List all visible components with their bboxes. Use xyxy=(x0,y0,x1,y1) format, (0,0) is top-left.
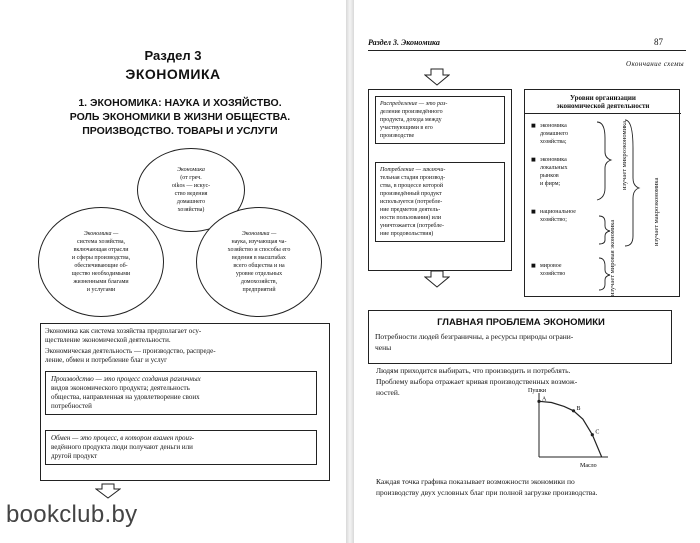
para-line: производству двух условных благ при полной загрузке производства. xyxy=(376,488,598,497)
right-page xyxy=(354,0,700,543)
circle-line: система хозяйства, xyxy=(76,239,126,245)
box-line: тельная стадия производ- xyxy=(380,175,446,181)
paragraph-choice: Людям приходится выбирать, что производить и потреблять. xyxy=(376,366,571,375)
bullet-icon: ■ xyxy=(531,261,536,270)
watermark-logo: bookclub.by xyxy=(6,501,138,528)
para-line: ностей. xyxy=(376,388,400,397)
level-line: экономика xyxy=(540,123,567,129)
box-line: ности пользования) или xyxy=(380,215,442,221)
circle-line: ство ведения xyxy=(174,191,208,197)
ppf-point-label: B xyxy=(576,405,581,412)
level-world xyxy=(531,262,597,278)
circle-line: Экономика — xyxy=(241,231,277,237)
box-line: используется (потребле- xyxy=(380,199,443,205)
circle-line: включающая отрасли xyxy=(73,247,129,253)
main-problem-block xyxy=(368,310,672,364)
world-label: изучает мировая экономика xyxy=(609,219,616,296)
level-line: и фирм; xyxy=(540,181,561,187)
ppf-point-a xyxy=(537,400,540,403)
level-line: домашнего xyxy=(540,131,569,137)
problem-text xyxy=(375,331,669,353)
scheme-end-label: Окончание схемы xyxy=(626,60,684,68)
ppf-point-label: A xyxy=(542,396,547,403)
box-line: ние продовольствия) xyxy=(380,231,434,237)
consumption-box xyxy=(375,162,505,242)
down-arrow-icon xyxy=(95,483,121,499)
levels-title-line: Уровни организации xyxy=(570,94,636,102)
levels-title xyxy=(525,94,681,110)
block-activity xyxy=(45,347,323,365)
circle-line: предприятий xyxy=(242,287,276,293)
box-line: потребностей xyxy=(51,402,92,410)
macro-label: изучает макроэкономика xyxy=(653,177,660,246)
running-head: Раздел 3. Экономика xyxy=(368,38,440,47)
box-line: участвующими в его xyxy=(380,125,433,131)
exchange-box xyxy=(45,430,317,465)
circle-line: Экономика — xyxy=(83,231,119,237)
block-intro xyxy=(45,327,323,345)
circle-line: наука, изучающая ча- xyxy=(231,239,287,245)
circle-economy-system xyxy=(38,207,164,317)
level-line: национальное xyxy=(540,209,576,215)
circle-line: (от греч. xyxy=(180,175,202,181)
micro-label: изучает микроэкономика xyxy=(621,120,628,190)
distribution-box xyxy=(375,96,505,144)
block-line: ществление экономической деятельности. xyxy=(45,336,171,344)
circle-line: и услугами xyxy=(86,287,116,293)
box-line: общества, направленная на удовлетворение своих xyxy=(51,393,200,401)
distribution-consumption-block xyxy=(368,89,512,271)
paragraph-chart-note xyxy=(368,476,676,498)
ppf-point-label: C xyxy=(595,429,600,436)
circle-line: жизненными благами xyxy=(73,279,129,285)
chapter-title-line: ПРОИЗВОДСТВО. ТОВАРЫ И УСЛУГИ xyxy=(82,125,278,137)
x-axis-label: Масло xyxy=(580,463,597,469)
circle-line: уровне отдельных xyxy=(235,271,283,277)
circle-economy-science xyxy=(196,207,322,317)
box-line: ства, в процессе которой xyxy=(380,183,444,189)
circle-line: щество необходимыми xyxy=(71,271,131,277)
level-national xyxy=(531,208,597,224)
box-line: продукта, дохода между xyxy=(380,117,442,123)
production-box xyxy=(45,371,317,415)
bullet-icon: ■ xyxy=(531,155,536,164)
box-line: ведённого продукта люди получают деньги или xyxy=(51,443,193,451)
problem-line: Потребности людей безграничны, а ресурсы природы ограни- xyxy=(375,332,574,341)
problem-title: ГЛАВНАЯ ПРОБЛЕМА ЭКОНОМИКИ xyxy=(437,317,605,328)
page-number: 87 xyxy=(654,37,663,47)
level-line: хозяйства; xyxy=(540,139,567,145)
bullet-icon: ■ xyxy=(531,207,536,216)
box-line: Обмен — это процесс, в котором взамен произ- xyxy=(51,434,195,442)
circle-line: домашнего xyxy=(176,199,206,205)
section-title: ЭКОНОМИКА xyxy=(125,66,221,82)
economic-activity-block xyxy=(40,323,330,481)
ppf-point-b xyxy=(572,409,575,412)
para-line: Проблему выбора отражает кривая производственных возмож- xyxy=(376,377,578,386)
levels-block xyxy=(524,89,680,297)
y-axis-label: Пушки xyxy=(528,388,547,394)
bullet-icon: ■ xyxy=(531,121,536,130)
ppf-curve xyxy=(539,401,602,457)
block-line: ление, обмен и потребление благ и услуг xyxy=(45,356,168,364)
level-line: хозяйство; xyxy=(540,217,567,223)
level-line: хозяйство xyxy=(540,271,566,277)
circle-line: хозяйства) xyxy=(177,207,205,213)
block-line: Экономика как система хозяйства предполагает осу- xyxy=(45,327,202,335)
box-line: производстве xyxy=(380,133,415,139)
problem-line: чены xyxy=(375,343,392,352)
circle-line: домохозяйств, xyxy=(240,279,278,285)
level-household xyxy=(531,122,597,146)
box-line: видов экономического продукта; деятельность xyxy=(51,384,190,392)
chapter-title-line: РОЛЬ ЭКОНОМИКИ В ЖИЗНИ ОБЩЕСТВА. xyxy=(69,111,291,123)
box-line: ние предметов деятель- xyxy=(380,207,441,213)
box-line: Производство — это процесс создания различных xyxy=(51,375,201,383)
header-rule xyxy=(368,50,686,51)
level-line: рынков xyxy=(540,173,559,179)
left-page xyxy=(0,0,346,543)
box-line: произведённый продукт xyxy=(380,191,442,197)
level-line: мировое xyxy=(540,263,562,269)
down-arrow-icon xyxy=(424,68,450,86)
box-line: уничтожается (потребле- xyxy=(380,223,444,229)
level-line: локальных xyxy=(540,165,568,171)
box-line: Распределение — это раз- xyxy=(380,101,448,107)
levels-title-line: экономической деятельности xyxy=(556,102,650,110)
micro-brace xyxy=(597,122,611,200)
ppf-point-c xyxy=(591,433,594,436)
circle-line: oikos — искус- xyxy=(171,183,211,189)
block-line: Экономическая деятельность — производство, распреде- xyxy=(45,347,216,355)
circle-line: обеспечивающие об- xyxy=(74,263,128,269)
book-gutter xyxy=(346,0,354,543)
circle-line: Экономика xyxy=(177,167,205,173)
circle-line: всего общества и на xyxy=(233,263,285,269)
box-line: другой продукт xyxy=(51,452,98,460)
box-line: Потребление — заключи- xyxy=(380,167,446,173)
para-line: Каждая точка графика показывает возможности экономики по xyxy=(376,477,575,486)
section-label: Раздел 3 xyxy=(144,48,202,63)
chapter-title xyxy=(50,96,310,138)
level-local-markets xyxy=(531,156,597,188)
circle-line: ведения в масштабах xyxy=(232,255,286,261)
circle-line: и сферы производства, xyxy=(71,255,131,261)
down-arrow-icon xyxy=(424,270,450,288)
level-line: экономика xyxy=(540,157,567,163)
box-line: деление произведённого xyxy=(380,109,443,115)
circle-line: хозяйство и способы его xyxy=(227,247,291,253)
ppf-chart xyxy=(524,385,614,470)
levels-divider xyxy=(525,113,681,114)
paragraph-ppf xyxy=(368,376,676,398)
chapter-title-line: 1. ЭКОНОМИКА: НАУКА И ХОЗЯЙСТВО. xyxy=(78,97,282,109)
